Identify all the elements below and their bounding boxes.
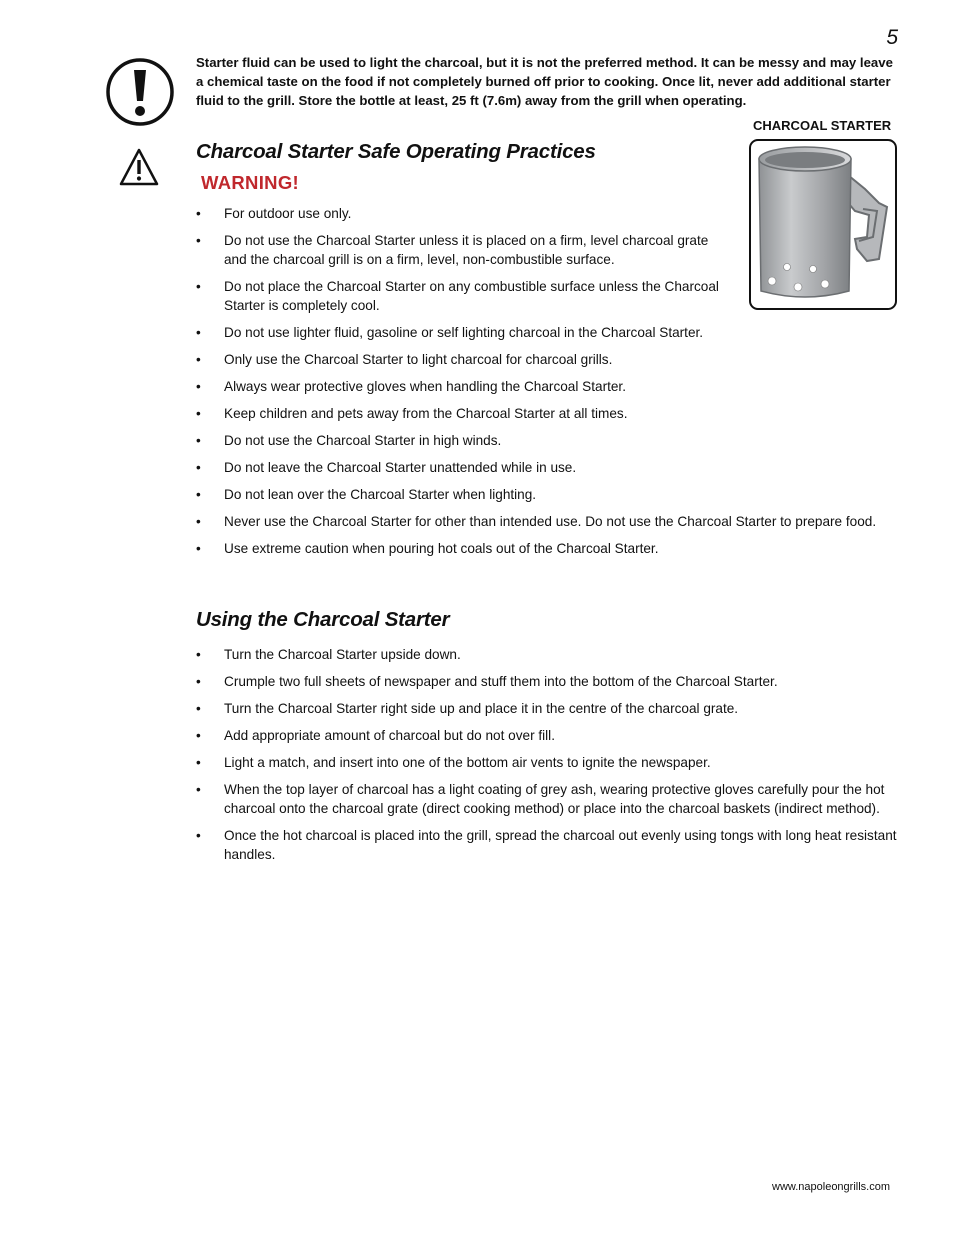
list-item: • Light a match, and insert into one of the bottom air vents to ignite the newspaper. — [196, 753, 896, 772]
list-item: • Turn the Charcoal Starter right side up and place it in the centre of the charcoal grate. — [196, 699, 896, 718]
list-item: • Do not use the Charcoal Starter unless it is placed on a firm, level charcoal grate and the charcoal grill is on a firm, level, non-combustible surface. — [196, 231, 734, 269]
charcoal-starter-image — [749, 139, 897, 310]
page-number: 5 — [886, 26, 898, 49]
list-item: • Never use the Charcoal Starter for other than intended use. Do not use the Charcoal Starter to prepare food. — [196, 512, 904, 531]
list-item: • Always wear protective gloves when handling the Charcoal Starter. — [196, 377, 756, 396]
list-item: • Only use the Charcoal Starter to light charcoal for charcoal grills. — [196, 350, 756, 369]
list-item: • When the top layer of charcoal has a light coating of grey ash, wearing protective gloves carefully pour the hot charcoal onto the charcoal grate (direct cooking method) or place into the charcoal baskets (indirect method). — [196, 780, 896, 818]
list-item: • Do not use the Charcoal Starter in high winds. — [196, 431, 756, 450]
using-steps-list — [196, 645, 896, 872]
list-item: • Once the hot charcoal is placed into the grill, spread the charcoal out evenly using tongs with long heat resistant handles. — [196, 826, 904, 864]
list-item: • Keep children and pets away from the Charcoal Starter at all times. — [196, 404, 756, 423]
warning-label: WARNING! — [201, 172, 299, 193]
list-item: • Crumple two full sheets of newspaper and stuff them into the bottom of the Charcoal Starter. — [196, 672, 896, 691]
charcoal-starter-illustration — [751, 141, 895, 308]
list-item: • Do not leave the Charcoal Starter unattended while in use. — [196, 458, 756, 477]
safety-practices-list — [196, 204, 877, 566]
footer-website: www.napoleongrills.com — [772, 1181, 890, 1193]
image-caption: CHARCOAL STARTER — [753, 118, 892, 133]
exclamation-circle-icon — [105, 57, 175, 127]
safety-section-title: Charcoal Starter Safe Operating Practices — [196, 140, 596, 163]
list-item: • Turn the Charcoal Starter upside down. — [196, 645, 896, 664]
list-item: • Do not use lighter fluid, gasoline or self lighting charcoal in the Charcoal Starter. — [196, 323, 784, 342]
list-item: • Do not lean over the Charcoal Starter when lighting. — [196, 485, 756, 504]
list-item: • Do not place the Charcoal Starter on any combustible surface unless the Charcoal Starter is completely cool. — [196, 277, 744, 315]
list-item: • Add appropriate amount of charcoal but do not over fill. — [196, 726, 896, 745]
list-item: • For outdoor use only. — [196, 204, 756, 223]
list-item: • Use extreme caution when pouring hot coals out of the Charcoal Starter. — [196, 539, 904, 558]
using-section-title: Using the Charcoal Starter — [196, 608, 450, 631]
warning-triangle-icon — [118, 147, 160, 187]
starter-fluid-notice: Starter fluid can be used to light the charcoal, but it is not the preferred method. It can be messy and may leave a chemical taste on the food if not completely burned off prior to cooking. Once lit, never add additional starter fluid to the grill. Store the bottle at least, 25 ft (7.6m) away from the grill when operating. — [196, 55, 893, 108]
